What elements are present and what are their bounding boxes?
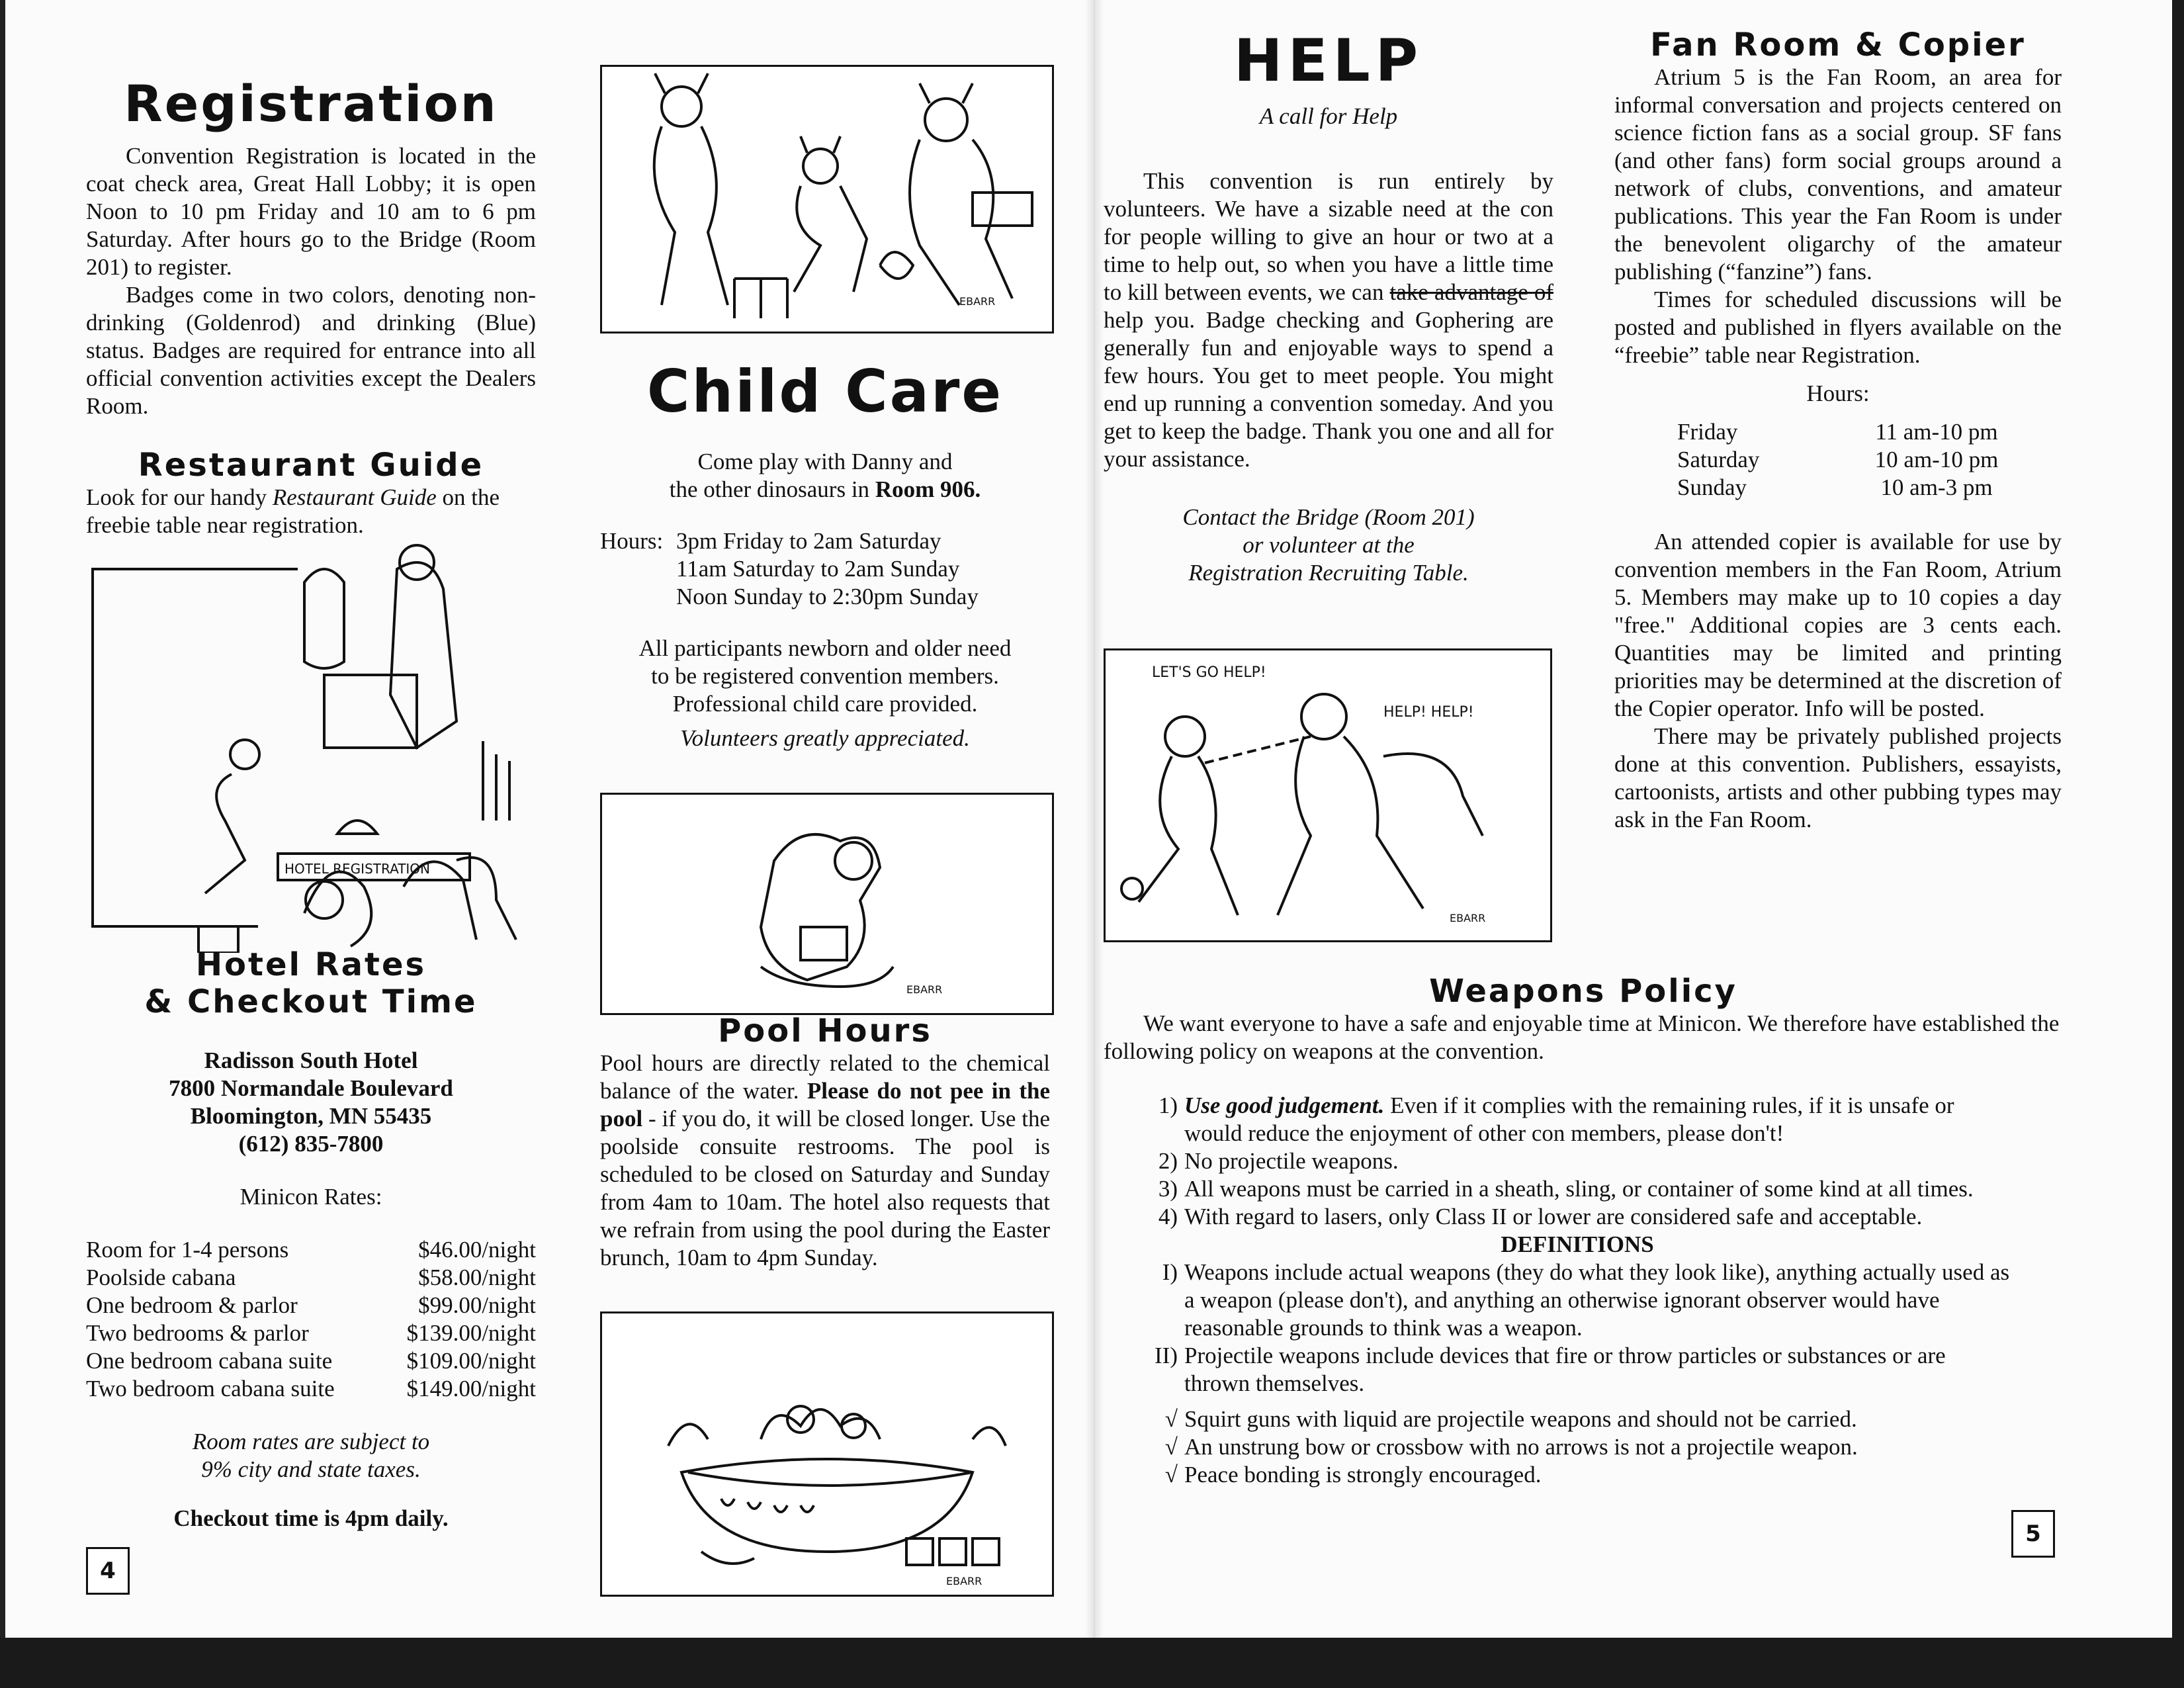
right-col-1 xyxy=(1104,26,1553,587)
child-care-hours xyxy=(600,527,1050,611)
fan-room-paragraph-2: Times for scheduled discussions will be posted and published in flyers available on the “freebie” table near Registration. xyxy=(1614,287,2062,368)
pool-hours-text xyxy=(600,1049,1050,1272)
restaurant-guide-title: Restaurant Guide xyxy=(272,484,437,510)
rate-row xyxy=(86,1375,536,1403)
hotel-address-2: Bloomington, MN 55435 xyxy=(190,1103,432,1129)
fan-hours-time: 10 am-3 pm xyxy=(1880,474,1993,500)
help-paragraph xyxy=(1104,167,1553,473)
rate-room: Poolside cabana xyxy=(86,1265,236,1290)
rule-number: 3) xyxy=(1158,1176,1178,1202)
child-care-hours-label: Hours: xyxy=(600,528,664,554)
definition-text: Weapons include actual weapons (they do what they look like), anything actually used as a weapon (please don't), and anything an otherwise ignorant observer would have reasonable grounds to think was a weapon. xyxy=(1184,1259,2010,1341)
checkmark-icon: √ xyxy=(1164,1462,1178,1488)
child-care-heading: Child Care xyxy=(646,357,1004,425)
rule-number: 1) xyxy=(1158,1092,1178,1118)
left-col-1 xyxy=(86,74,536,539)
page-number-4: 4 xyxy=(86,1547,130,1595)
child-care-intro-2a: the other dinosaurs in xyxy=(669,476,875,502)
svg-text:EBARR: EBARR xyxy=(1450,912,1486,924)
child-care-note-1: All participants newborn and older need xyxy=(638,635,1012,661)
pool-text-bold: Please do not pee in the pool xyxy=(600,1078,1050,1132)
tax-note-2: 9% city and state taxes. xyxy=(201,1456,421,1482)
devils-group-cartoon xyxy=(600,65,1054,333)
fan-hours-time: 10 am-10 pm xyxy=(1874,447,1999,472)
note-text: Squirt guns with liquid are projectile weapons and should not be carried. xyxy=(1184,1406,1857,1432)
pool-text-a: Pool hours are directly related to the chemical balance of the water. xyxy=(600,1050,1050,1104)
weapons-rule xyxy=(1141,1147,2014,1175)
child-care-intro-1: Come play with Danny and xyxy=(697,449,953,474)
rates-table xyxy=(86,1236,536,1403)
rule-body: No projectile weapons. xyxy=(1184,1148,1399,1174)
help-strikethrough: take advantage of xyxy=(1389,279,1554,305)
definition-number: II) xyxy=(1155,1343,1178,1368)
definitions-heading: DEFINITIONS xyxy=(1501,1231,1654,1257)
rate-price: $139.00/night xyxy=(406,1320,536,1346)
restaurant-guide-heading: Restaurant Guide xyxy=(138,447,484,484)
left-col-2 xyxy=(600,357,1050,752)
rule-text xyxy=(1184,1203,2014,1231)
help-contact-1: Contact the Bridge (Room 201) xyxy=(1182,504,1475,530)
definitions-list xyxy=(1141,1259,2014,1398)
rate-price: $149.00/night xyxy=(406,1376,536,1401)
definition-number: I) xyxy=(1162,1259,1178,1285)
note-text: An unstrung bow or crossbow with no arrows is not a projectile weapon. xyxy=(1184,1434,1858,1460)
fan-hours-row xyxy=(1677,446,2048,474)
weapons-policy-heading: Weapons Policy xyxy=(1429,973,1737,1010)
hotel-rates-heading-2: & Checkout Time xyxy=(144,983,478,1020)
child-care-room: Room 906. xyxy=(875,476,981,502)
rate-room: One bedroom cabana suite xyxy=(86,1348,333,1374)
child-care-hours-line: Noon Sunday to 2:30pm Sunday xyxy=(676,584,979,609)
rate-row xyxy=(86,1347,536,1375)
weapons-section xyxy=(1104,973,2063,1489)
fan-room-hours-table xyxy=(1677,418,2048,502)
rate-row xyxy=(86,1264,536,1292)
rate-price: $99.00/night xyxy=(418,1292,536,1318)
rate-room: Room for 1-4 persons xyxy=(86,1237,289,1263)
checkmark-icon: √ xyxy=(1164,1434,1178,1460)
help-text-b: help you. Badge checking and Gophering are generally fun and enjoyable ways to spend a few hours. You get to meet people. You might end up running a convention someday. And you get to keep the badge. Thank you one and all for your assistance. xyxy=(1104,307,1553,472)
hotel-registration-cartoon xyxy=(86,543,549,953)
weapons-note xyxy=(1141,1405,2014,1433)
help-contact-3: Registration Recruiting Table. xyxy=(1188,560,1469,586)
restaurant-guide-text xyxy=(86,484,536,539)
rate-room: One bedroom & parlor xyxy=(86,1292,298,1318)
scan-edge-left xyxy=(0,0,5,1688)
tax-note-1: Room rates are subject to xyxy=(192,1429,430,1454)
help-text-a: This convention is run entirely by volunteers. We have a sizable need at the con for people willing to give an hour or two at a time to help out, so when you have a little time to kill between events, we can xyxy=(1104,168,1553,305)
hotel-name: Radisson South Hotel xyxy=(204,1047,418,1073)
help-cartoon-speech-2: HELP! HELP! xyxy=(1383,704,1474,721)
weapons-rule xyxy=(1141,1203,2014,1231)
rate-room: Two bedrooms & parlor xyxy=(86,1320,309,1346)
rate-price: $109.00/night xyxy=(406,1348,536,1374)
fan-hours-day: Saturday xyxy=(1677,447,1760,472)
hotel-registration-sign: HOTEL REGISTRATION xyxy=(284,861,431,877)
pool-hours-heading: Pool Hours xyxy=(718,1012,932,1049)
pool-cartoon xyxy=(600,1311,1054,1597)
svg-text:EBARR: EBARR xyxy=(906,983,943,996)
rate-room: Two bedroom cabana suite xyxy=(86,1376,335,1401)
definition-item xyxy=(1141,1259,2014,1342)
checkmark-icon: √ xyxy=(1164,1406,1178,1432)
child-care-hours-line: 3pm Friday to 2am Saturday xyxy=(676,528,941,554)
dinosaur-cartoon xyxy=(600,793,1054,1015)
help-cartoon-speech-1: LET'S GO HELP! xyxy=(1152,664,1266,681)
svg-text:EBARR: EBARR xyxy=(959,295,996,308)
rate-price: $46.00/night xyxy=(418,1237,536,1263)
minicon-rates-label: Minicon Rates: xyxy=(240,1184,382,1210)
rate-price: $58.00/night xyxy=(418,1265,536,1290)
registration-heading: Registration xyxy=(124,74,498,133)
child-care-note-3: Professional child care provided. xyxy=(672,691,978,717)
fan-hours-time: 11 am-10 pm xyxy=(1875,419,1998,445)
page-gutter xyxy=(1085,0,1104,1688)
rule-text xyxy=(1184,1092,2014,1147)
child-care-intro-2 xyxy=(600,476,1050,504)
child-care-note-2: to be registered convention members. xyxy=(651,663,999,689)
hotel-address-1: 7800 Normandale Boulevard xyxy=(169,1075,453,1101)
rate-row xyxy=(86,1236,536,1264)
definition-item xyxy=(1141,1342,2014,1398)
checkout-time: Checkout time is 4pm daily. xyxy=(173,1505,449,1531)
help-cartoon xyxy=(1104,648,1552,942)
help-subtitle: A call for Help xyxy=(1259,103,1398,129)
registration-paragraph-2: Badges come in two colors, denoting non-drinking (Goldenrod) and drinking (Blue) status. Badges are required for entrance into all official convention activities except the Dealers Room. xyxy=(86,282,536,419)
rate-row xyxy=(86,1292,536,1319)
weapons-note xyxy=(1141,1433,2014,1461)
page-number-5: 5 xyxy=(2011,1510,2055,1558)
rule-body: With regard to lasers, only Class II or lower are considered safe and acceptable. xyxy=(1184,1204,1923,1229)
pool-text-b: - if you do, it will be closed longer. Use the poolside consuite restrooms. The pool is scheduled to be closed on Saturday and Sunday from 4am to 10am. The hotel also requests that we refrain from using the pool during the Easter brunch, 10am to 4pm Sunday. xyxy=(600,1106,1050,1270)
fan-room-hours-label: Hours: xyxy=(1806,380,1870,406)
registration-paragraph-1: Convention Registration is located in the coat check area, Great Hall Lobby; it is open Noon to 10 pm Friday and 10 am to 6 pm Saturday. After hours go to the Bridge (Room 201) to register. xyxy=(86,143,536,280)
rule-body: Even if it complies with the remaining rules, if it is unsafe or would reduce the enjoyment of other con members, please don't! xyxy=(1184,1092,1954,1146)
definition-text: Projectile weapons include devices that fire or throw particles or substances or are thrown themselves. xyxy=(1184,1343,1946,1396)
help-contact-2: or volunteer at the xyxy=(1243,532,1415,558)
help-heading: HELP xyxy=(1233,26,1424,95)
fan-hours-day: Friday xyxy=(1677,419,1738,445)
scan-edge-bottom xyxy=(0,1638,2184,1688)
rule-text xyxy=(1184,1175,2014,1203)
weapons-rule xyxy=(1141,1092,2014,1147)
scan-edge-right xyxy=(2172,0,2184,1688)
weapons-notes-list xyxy=(1141,1405,2014,1489)
child-care-hours-list xyxy=(676,527,979,611)
rule-text xyxy=(1184,1147,2014,1175)
rule-number: 2) xyxy=(1158,1148,1178,1174)
hotel-rates-heading-1: Hotel Rates xyxy=(195,946,427,983)
weapons-rule xyxy=(1141,1175,2014,1203)
weapons-intro: We want everyone to have a safe and enjoyable time at Minicon. We therefore have established the following policy on weapons at the convention. xyxy=(1104,1010,2060,1064)
note-text: Peace bonding is strongly encouraged. xyxy=(1184,1462,1542,1488)
right-col-2 xyxy=(1614,26,2062,834)
fan-room-paragraph-1: Atrium 5 is the Fan Room, an area for informal conversation and projects centered on science fiction fans as a social group. SF fans (and other fans) form social groups around a network of clubs, conventions, and amateur publications. This year the Fan Room is under the benevolent oligarchy of the amateur publishing (“fanzine”) fans. xyxy=(1614,64,2062,285)
svg-text:EBARR: EBARR xyxy=(946,1575,983,1587)
fan-hours-row xyxy=(1677,418,2048,446)
restaurant-text-a: Look for our handy xyxy=(86,484,273,510)
rule-lead: Use good judgement. xyxy=(1184,1092,1385,1118)
copier-paragraph: An attended copier is available for use by convention members in the Fan Room, Atrium 5. Members may make up to 10 copies a day "free." Additional copies are 3 cents each. Quantities may be limited and printing priorities may be determined at the discretion of the Copier operator. Info will be posted. xyxy=(1614,529,2062,721)
rate-row xyxy=(86,1319,536,1347)
left-col-1-lower xyxy=(86,946,536,1533)
child-care-volunteers: Volunteers greatly appreciated. xyxy=(680,725,970,751)
fan-hours-row xyxy=(1677,474,2048,502)
rule-body: All weapons must be carried in a sheath, sling, or container of some kind at all times. xyxy=(1184,1176,1974,1202)
restaurant-text-b: on the freebie table near registration. xyxy=(86,484,500,538)
fan-room-heading: Fan Room & Copier xyxy=(1650,26,2026,64)
hotel-phone: (612) 835-7800 xyxy=(238,1131,384,1157)
weapons-rules-list xyxy=(1141,1092,2014,1231)
left-col-2-lower xyxy=(600,1012,1050,1272)
weapons-note xyxy=(1141,1461,2014,1489)
fan-hours-day: Sunday xyxy=(1677,474,1747,500)
rule-number: 4) xyxy=(1158,1204,1178,1229)
pubbing-paragraph: There may be privately published projects done at this convention. Publishers, essayists, cartoonists, artists and other pubbing types may ask in the Fan Room. xyxy=(1614,723,2062,832)
child-care-hours-line: 11am Saturday to 2am Sunday xyxy=(676,556,960,582)
